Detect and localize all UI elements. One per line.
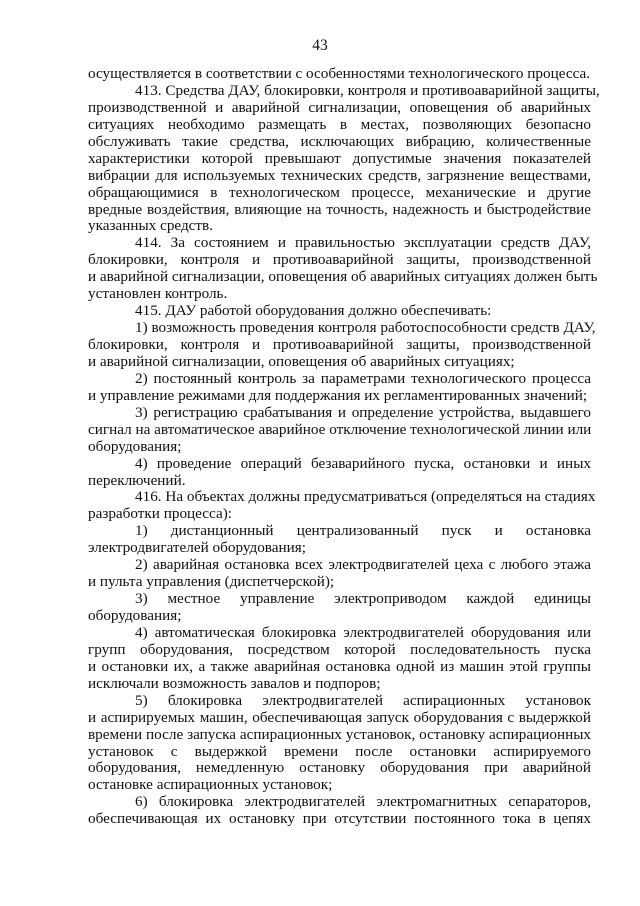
text-line: разработки процесса): [88, 505, 232, 523]
text-line: блокировки, контроля и противоаварийной защиты, производственной [88, 251, 591, 269]
body-text [88, 65, 600, 828]
text-line: вибрации для используемых технических средств, загрязнение веществами, [88, 166, 591, 184]
text-line: 414. За состоянием и правильностью эксплуатации средств ДАУ, [135, 234, 591, 252]
text-line: и аварийной сигнализации, оповещения об аварийных ситуациях; [88, 352, 515, 370]
text-line: 416. На объектах должны предусматриваться (определяться на стадиях [135, 488, 596, 506]
text-line: времени после запуска аспирационных установок, остановку аспирационных [88, 725, 591, 743]
text-line: указанных средств. [88, 217, 214, 235]
text-line: исключали возможность завалов и подпоров; [88, 674, 381, 692]
text-line: 3) регистрацию срабатывания и определение устройства, выдавшего [135, 403, 591, 421]
text-line: 1) дистанционный централизованный пуск и остановка [135, 522, 591, 540]
text-line: 415. ДАУ работой оборудования должно обеспечивать: [135, 302, 492, 320]
text-line: 4) автоматическая блокировка электродвигателей оборудования или [135, 623, 591, 641]
text-line: обеспечивающая их остановку при отсутствии постоянного тока в цепях [88, 810, 591, 828]
text-line: 5) блокировка электродвигателей аспирационных установок [135, 691, 591, 709]
text-line: 413. Средства ДАУ, блокировки, контроля и противоаварийной защиты, [135, 81, 600, 99]
text-line: и управление режимами для поддержания их регламентированных значений; [88, 386, 588, 404]
text-line: 1) возможность проведения контроля работоспособности средств ДАУ, [135, 319, 596, 337]
text-line: и аварийной сигнализации, оповещения об аварийных ситуациях должен быть [88, 268, 598, 286]
text-line: вредные воздействия, влияющие на точность, надежность и быстродействие [88, 200, 591, 218]
text-line: оборудования; [88, 607, 182, 624]
text-line: осуществляется в соответствии с особенностями технологического процесса. [88, 65, 591, 82]
text-line: 6) блокировка электродвигателей электромагнитных сепараторов, [135, 793, 591, 811]
page-number: 43 [312, 37, 328, 54]
text-line: ситуациях необходимо размещать в местах, позволяющих безопасно [88, 115, 591, 133]
text-line: установлен контроль. [88, 285, 228, 303]
text-line: обращающимися в технологическом процессе, механические и другие [88, 183, 591, 201]
text-line: электродвигателей оборудования; [88, 539, 306, 557]
text-line: 3) местное управление электроприводом каждой единицы [135, 590, 591, 608]
text-line: групп оборудования, посредством которой последовательность пуска [88, 640, 591, 658]
text-line: 2) аварийная остановка всех электродвигателей цеха с любого этажа [135, 556, 591, 574]
text-line: 2) постоянный контроль за параметрами технологического процесса [135, 369, 591, 387]
text-line: и аспирируемых машин, обеспечивающая запуск оборудования с выдержкой [88, 708, 591, 726]
text-line: оборудования; [88, 437, 182, 455]
text-line: и пульта управления (диспетчерской); [88, 573, 335, 591]
text-line: обслуживать такие средства, исключающих вибрацию, количественные [88, 132, 591, 150]
text-line: сигнал на автоматическое аварийное отключение технологической линии или [88, 420, 592, 438]
text-line: блокировки, контроля и противоаварийной защиты, производственной [88, 336, 591, 353]
text-line: характеристики которой превышают допустимые значения показателей [88, 149, 591, 167]
text-line: установок с выдержкой времени после остановки аспирируемого [88, 742, 591, 760]
text-line: оборудования, немедленную остановку оборудования при аварийной [88, 759, 591, 777]
text-line: и остановки их, а также аварийная остановка одной из машин этой группы [88, 657, 591, 675]
text-line: переключений. [88, 471, 186, 489]
text-line: 4) проведение операций безаварийного пуска, остановки и иных [135, 454, 591, 472]
text-line: производственной и аварийной сигнализации, оповещения об аварийных [88, 98, 591, 116]
text-line: остановке аспирационных установок; [88, 776, 333, 794]
